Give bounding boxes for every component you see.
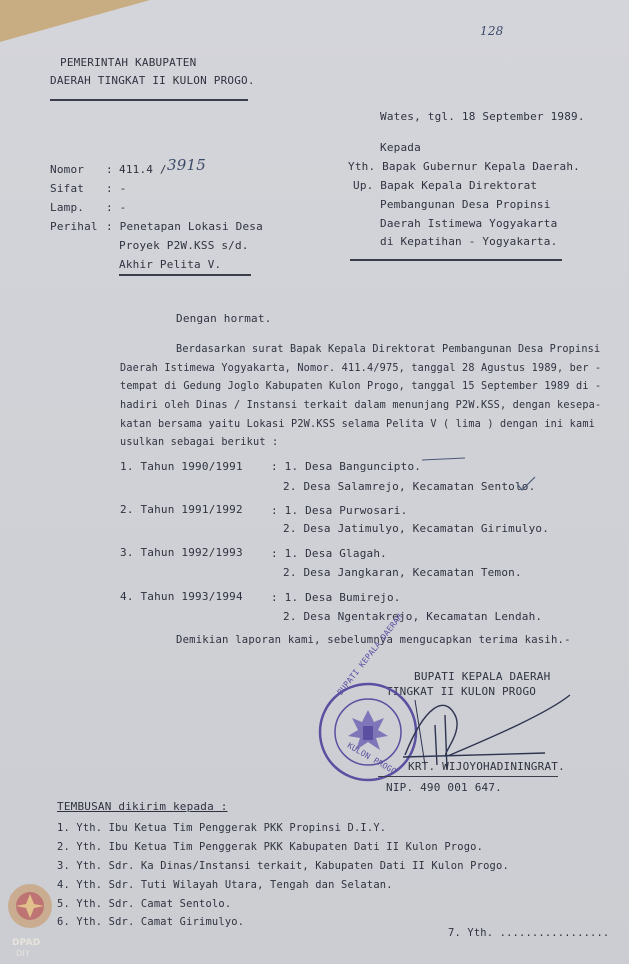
schedule-village: 2. Desa Jangkaran, Kecamatan Temon. [283,566,522,579]
copies-item: 4. Yth. Sdr. Tuti Wilayah Utara, Tengah dan Selatan. [57,879,393,891]
body-line: usulkan sebagai berikut : [120,437,279,448]
recipient-up4: di Kepatihan - Yogyakarta. [380,235,558,248]
recipient-kepada: Kepada [380,141,421,154]
schedule-village: : 1. Desa Banguncipto. [271,460,422,473]
perihal-line1: : Penetapan Lokasi Desa [106,220,263,233]
lamp-value: : - [106,201,127,214]
recipient-up1: Up. Bapak Kepala Direktorat [353,179,538,192]
stamp-top-text: BUPATI KEPALA DAERAH [335,612,405,697]
schedule-village: : 1. Desa Purwosari. [271,504,408,517]
perihal-line3: Akhir Pelita V. [119,258,222,271]
schedule-village: : 1. Desa Bumirejo. [271,591,401,604]
nomor-value: 411.4 / [119,163,167,176]
schedule-year: 2. Tahun 1991/1992 [120,503,243,516]
schedule-village: : 1. Desa Glagah. [271,547,387,560]
folder-tab [0,0,150,42]
header-line1: PEMERINTAH KABUPATEN [60,56,197,69]
header-line2: DAERAH TINGKAT II KULON PROGO. [50,74,255,87]
closing: Demikian laporan kami, sebelumnya mengucapkan terima kasih.- [176,634,571,646]
archive-number: 128 [480,24,504,38]
nomor-handwritten: 3915 [167,156,206,174]
perihal-label: Perihal [50,220,98,233]
greeting: Dengan hormat. [176,312,272,325]
schedule-village: 2. Desa Jatimulyo, Kecamatan Girimulyo. [283,522,550,535]
schedule-village: 2. Desa Ngentakrejo, Kecamatan Lendah. [283,610,543,623]
recipient-yth: Yth. Bapak Gubernur Kepala Daerah. [348,160,580,173]
recipient-up3: Daerah Istimewa Yogyakarta [380,217,558,230]
copies-item: 1. Yth. Ibu Ketua Tim Penggerak PKK Propinsi D.I.Y. [57,822,387,834]
signature-title2: TINGKAT II KULON PROGO [386,685,537,698]
perihal-rule [119,274,251,276]
stamp-bottom-text: KULON PROGO [345,740,398,777]
perihal-line2: Proyek P2W.KSS s/d. [119,239,249,252]
nomor-label: Nomor [50,163,85,176]
sifat-label: Sifat [50,182,85,195]
lamp-label: Lamp. [50,201,85,214]
sifat-value: : - [106,182,127,195]
signature-rule [378,776,558,777]
schedule-year: 3. Tahun 1992/1993 [120,546,243,559]
schedule-year: 4. Tahun 1993/1994 [120,590,243,603]
pen-checkmarks [410,450,540,495]
body-line: Daerah Istimewa Yogyakarta, Nomor. 411.4/975, tanggal 28 Agustus 1989, ber - [120,363,602,374]
recipient-up2: Pembangunan Desa Propinsi [380,198,551,211]
place-date: Wates, tgl. 18 September 1989. [380,110,585,123]
body-line: hadiri oleh Dinas / Instansi terkait dalam menunjang P2W.KSS, dengan kesepa- [120,400,602,411]
body-line: Berdasarkan surat Bapak Kepala Direktorat Pembangunan Desa Propinsi [176,344,601,355]
watermark-text: DPAD [12,938,41,948]
schedule-village: 2. Desa Salamrejo, Kecamatan Sentolo. [283,480,536,493]
copies-item: 5. Yth. Sdr. Camat Sentolo. [57,898,232,910]
recipient-rule [350,259,562,261]
copies-last: 7. Yth. ................. [448,927,610,939]
signature-name: KRT. WIJOYOHADININGRAT. [408,760,565,773]
watermark-text: DIY [16,949,31,958]
schedule-year: 1. Tahun 1990/1991 [120,460,243,473]
signature-nip: NIP. 490 001 647. [386,781,502,794]
body-line: tempat di Gedung Joglo Kabupaten Kulon Progo, tanggal 15 September 1989 di - [120,381,602,392]
copies-item: 2. Yth. Ibu Ketua Tim Penggerak PKK Kabupaten Dati II Kulon Progo. [57,841,484,853]
header-rule [50,99,248,101]
nomor-colon: : [106,163,113,176]
copies-item: 6. Yth. Sdr. Camat Girimulyo. [57,916,245,928]
body-line: katan bersama yaitu Lokasi P2W.KSS selama Pelita V ( lima ) dengan ini kami [120,419,596,430]
copies-item: 3. Yth. Sdr. Ka Dinas/Instansi terkait, Kabupaten Dati II Kulon Progo. [57,860,509,872]
signature-title1: BUPATI KEPALA DAERAH [414,670,551,683]
copies-heading: TEMBUSAN dikirim kepada : [57,800,228,813]
